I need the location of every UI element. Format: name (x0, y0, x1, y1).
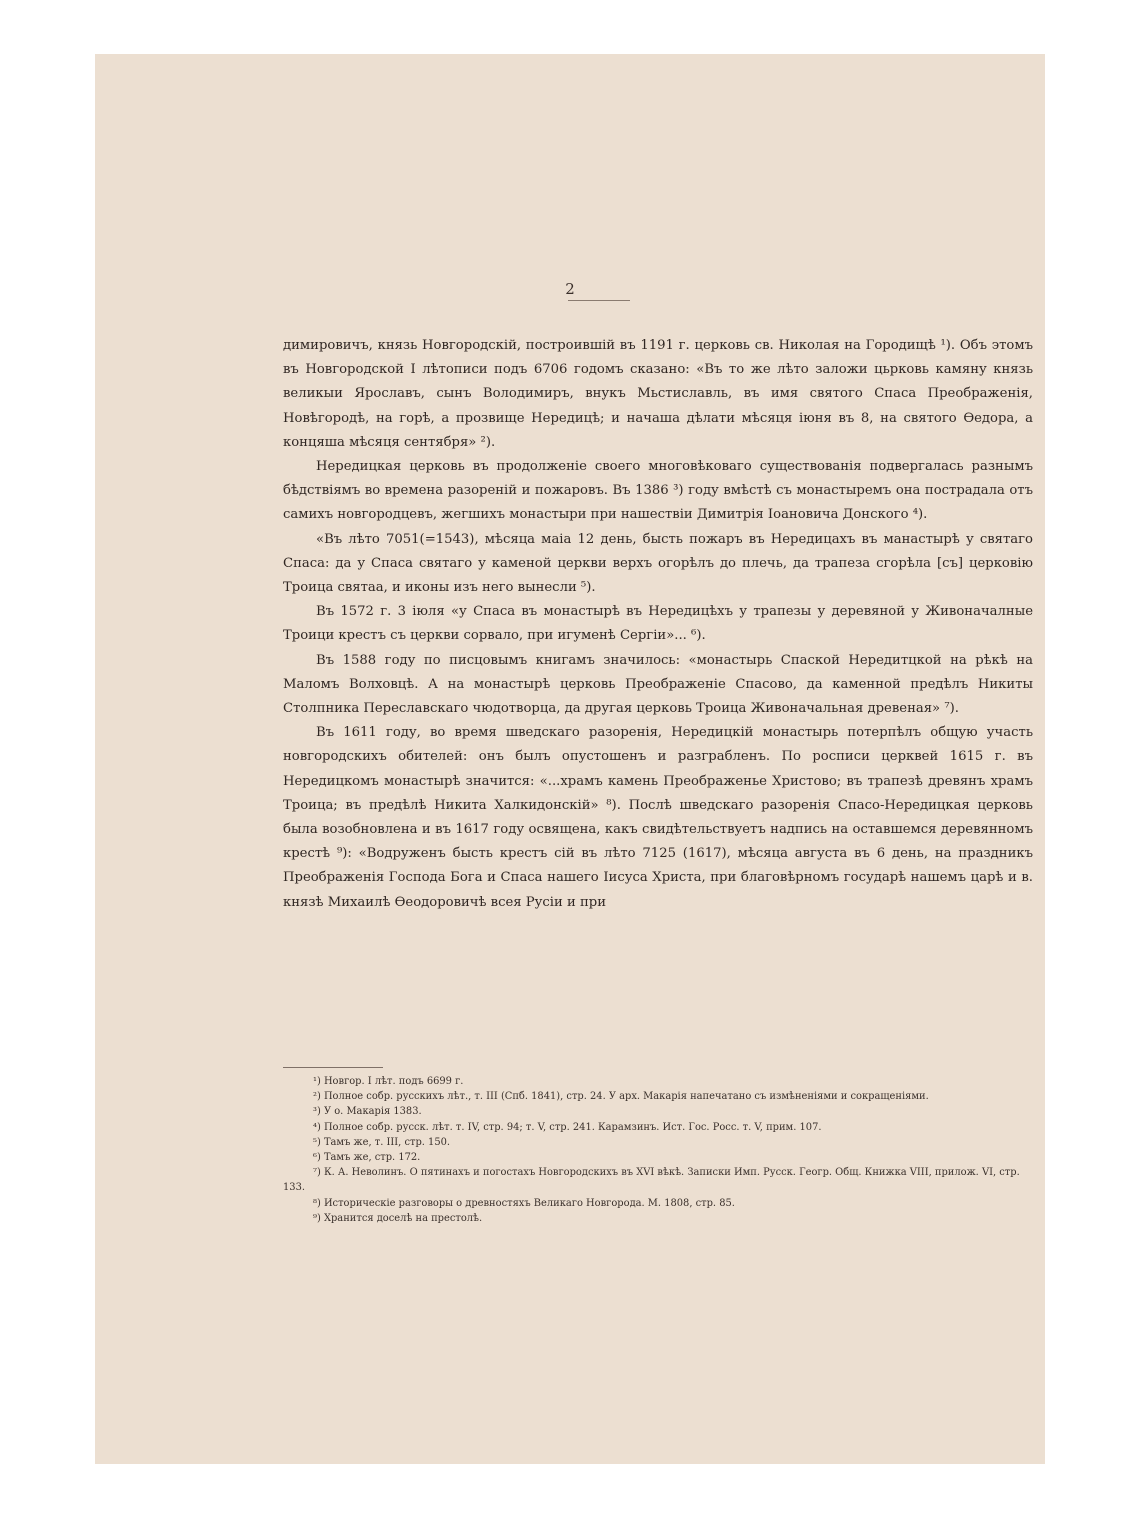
footnote-4: ⁴) Полное собр. русск. лѣт. т. IV, стр. 94; т. V, стр. 241. Карамзинъ. Ист. Гос. Росс. т. V, прим. 107. (313, 1121, 822, 1133)
scanned-page (95, 54, 1045, 1464)
body-text (283, 334, 1033, 915)
footnote-3: ³) У о. Макарія 1383. (313, 1106, 422, 1118)
footnote-5: ⁵) Тамъ же, т. III, стр. 150. (313, 1136, 451, 1148)
footnotes (283, 1074, 1033, 1226)
paragraph-5: Въ 1588 году по писцовымъ книгамъ значилось: «монастырь Спаской Нередитцкой на рѣкѣ на Маломъ Волховцѣ. А на монастырѣ церковь Преображеніе Спасово, да каменной предѣлъ Никиты Столпника Переславскаго чюдотворца, да другая церковь Троица Живоначальная древеная» ⁷). (283, 652, 1033, 717)
paragraph-3: «Въ лѣто 7051(=1543), мѣсяца маіа 12 день, бысть пожаръ въ Нередицахъ въ манастырѣ у святаго Спаса: да у Спаса святаго у каменой церкви верхъ огорѣлъ до плечь, да трапеза сгорѣла [съ] церковію Троица святаа, и иконы изъ него вынесли ⁵). (283, 531, 1033, 596)
paragraph-1: димировичъ, князь Новгородскій, построившій въ 1191 г. церковь св. Николая на Городищѣ ¹). Объ этомъ въ Новгородской I лѣтописи подъ 6706 годомъ сказано: «Въ то же лѣто заложи цьрковь камяну князь великыи Ярославъ, сынъ Володимиръ, внукъ Мьстиславль, въ имя святого Спаса Преображенія, Новѣгородѣ, на горѣ, а прозвище Нередицѣ; и начаша дѣлати мѣсяця іюня въ 8, на святого Ѳедора, а концяша мѣсяця сентября» ²). (283, 338, 1033, 450)
footnote-1: ¹) Новгор. I лѣт. подъ 6699 г. (313, 1076, 464, 1087)
footnote-2: ²) Полное собр. русскихъ лѣт., т. III (Спб. 1841), стр. 24. У арх. Макарія напечатано съ измѣненіями и сокращеніями. (313, 1091, 929, 1103)
footnote-9: ⁹) Хранится доселѣ на престолѣ. (313, 1212, 483, 1224)
page-number-rule (568, 300, 630, 301)
footnote-7: ⁷) К. А. Неволинъ. О пятинахъ и погостахъ Новгородскихъ въ XVI вѣкѣ. Записки Имп. Русск. Геогр. Общ. Книжка VIII, прилож. VI, стр. 133. (283, 1167, 1020, 1194)
footnote-8: ⁸) Историческіе разговоры о древностяхъ Великаго Новгорода. М. 1808, стр. 85. (313, 1197, 735, 1209)
page-number: 2 (565, 280, 575, 298)
paragraph-4: Въ 1572 г. 3 іюля «у Спаса въ монастырѣ въ Нередицѣхъ у трапезы у деревяной у Живоначалные Троици крестъ съ церкви сорвало, при игуменѣ Сергіи»... ⁶). (283, 604, 1033, 644)
paragraph-6: Въ 1611 году, во время шведскаго разоренія, Нередицкій монастырь потерпѣлъ общую участь новгородскихъ обителей: онъ былъ опустошенъ и разграбленъ. По росписи церквей 1615 г. въ Нередицкомъ монастырѣ значится: «...храмъ камень Преображенье Христово; въ трапезѣ древянъ храмъ Троица; въ предѣлѣ Никита Халкидонскій» ⁸). Послѣ шведскаго разоренія Спасо-Нередицкая церковь была возобновлена и въ 1617 году освящена, какъ свидѣтельствуетъ надпись на оставшемся деревянномъ крестѣ ⁹): «Водруженъ бысть крестъ сій въ лѣто 7125 (1617), мѣсяца августа въ 6 день, на праздникъ Преображенія Господа Бога и Спаса нашего Іисуса Христа, при благовѣрномъ государѣ нашемъ царѣ и в. князѣ Михаилѣ Ѳеодоровичѣ всея Русіи и при (283, 725, 1033, 910)
footnotes-rule (283, 1067, 383, 1068)
footnote-6: ⁶) Тамъ же, стр. 172. (313, 1152, 421, 1164)
paragraph-2: Нередицкая церковь въ продолженіе своего многовѣковаго существованія подвергалась разнымъ бѣдствіямъ во времена разореній и пожаровъ. Въ 1386 ³) году вмѣстѣ съ монастыремъ она пострадала отъ самихъ новгородцевъ, жегшихъ монастыри при нашествіи Димитрія Іоановича Донского ⁴). (283, 459, 1033, 523)
